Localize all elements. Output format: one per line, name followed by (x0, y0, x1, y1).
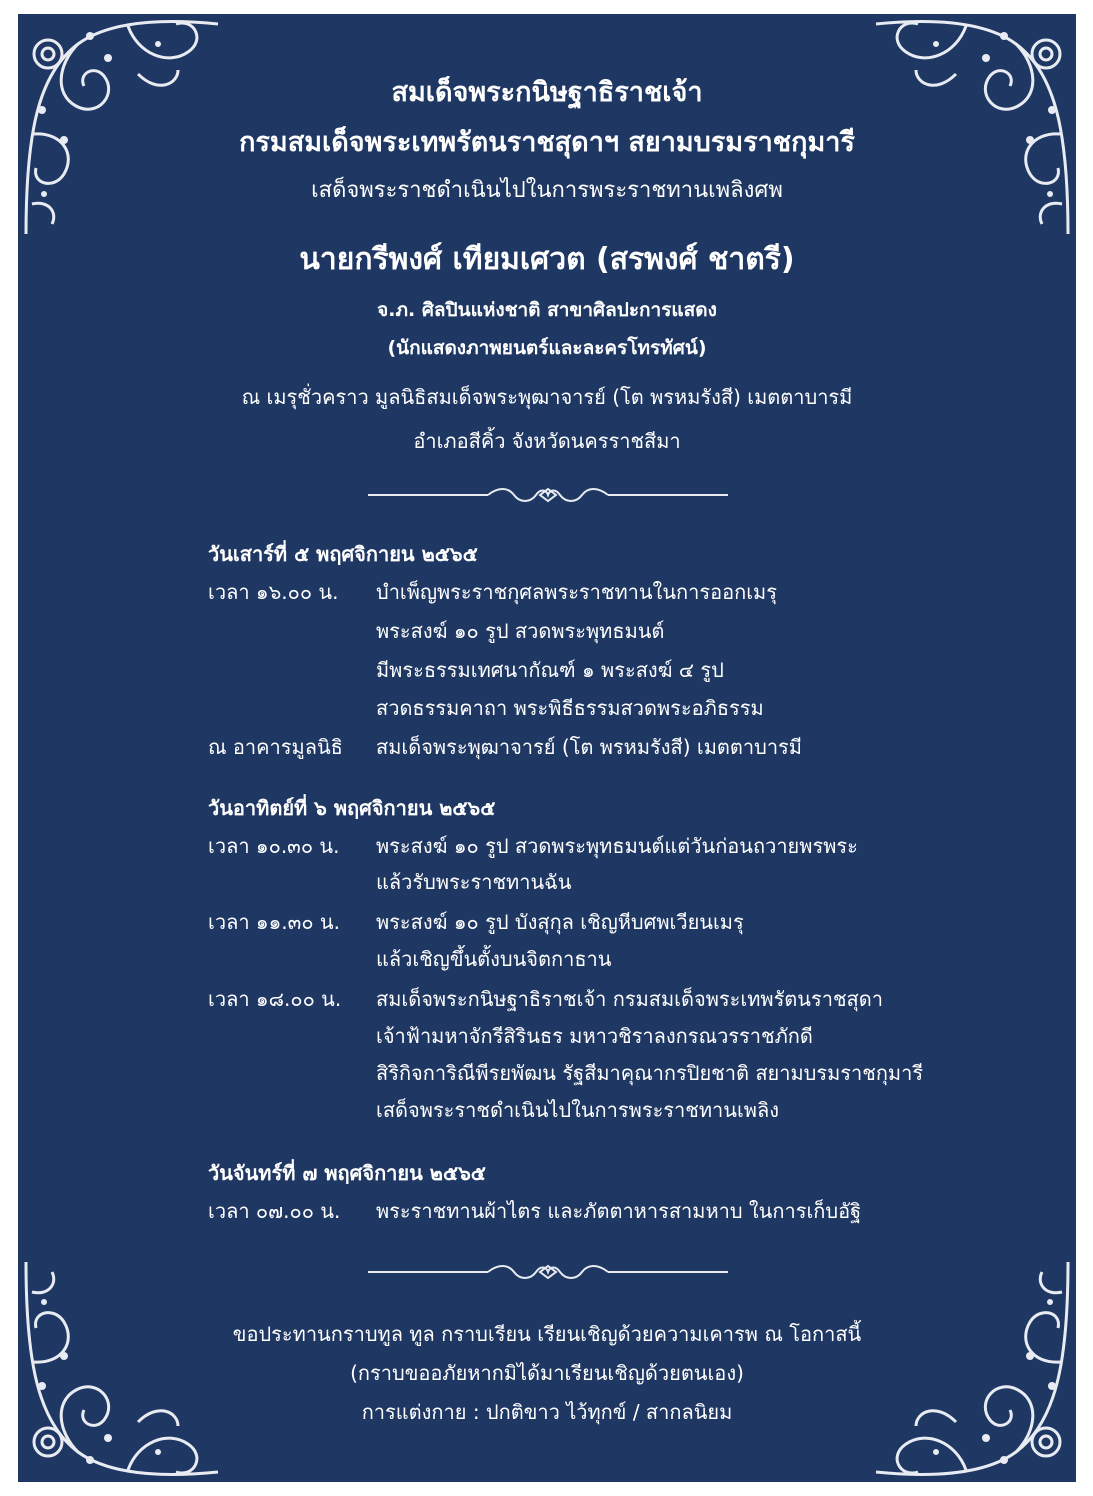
day2-time2: เวลา ๑๑.๓๐ น. (208, 910, 340, 934)
day3-time1: เวลา ๐๗.๐๐ น. (208, 1199, 341, 1223)
day2-time1: เวลา ๑๐.๓๐ น. (208, 834, 340, 858)
footer-line-1: ขอประทานกราบทูล ทูล กราบเรียน เรียนเชิญด้วยความเคารพ ณ โอกาสนี้ (232, 1322, 862, 1346)
day1-place-text: สมเด็จพระพุฒาจารย์ (โต พรหมรังสี) เมตตาบารมี (376, 735, 802, 759)
day2-date: วันอาทิตย์ที่ ๖ พฤศจิกายน ๒๕๖๕ (208, 796, 496, 820)
day1-date: วันเสาร์ที่ ๕ พฤศจิกายน ๒๕๖๕ (208, 542, 478, 566)
header-line-2: กรมสมเด็จพระเทพรัตนราชสุดาฯ สยามบรมราชกุมารี (239, 127, 855, 158)
day3-line: พระราชทานผ้าไตร และภัตตาหารสามหาบ ในการเก็บอัฐิ (376, 1199, 862, 1223)
deceased-title: จ.ภ. ศิลปินแห่งชาติ สาขาศิลปะการแสดง (377, 299, 717, 321)
location-line-1: ณ เมรุชั่วคราว มูลนิธิสมเด็จพระพุฒาจารย์ (โต พรหมรังสี) เมตตาบารมี (241, 385, 853, 409)
ornamental-divider-top (368, 485, 728, 505)
day2-line: เจ้าฟ้ามหาจักรีสิรินธร มหาวชิราลงกรณวรราชภักดี (376, 1024, 813, 1048)
day2-line: แล้วเชิญขึ้นตั้งบนจิตกาธาน (376, 947, 612, 971)
day1-line: บำเพ็ญพระราชกุศลพระราชทานในการออกเมรุ (376, 580, 777, 604)
ornamental-divider-bottom (368, 1262, 728, 1282)
day1-line: สวดธรรมคาถา พระพิธีธรรมสวดพระอภิธรรม (376, 696, 764, 720)
day2-line: เสด็จพระราชดำเนินไปในการพระราชทานเพลิง (376, 1098, 779, 1122)
day3-date: วันจันทร์ที่ ๗ พฤศจิกายน ๒๕๖๕ (208, 1161, 486, 1185)
header-line-1: สมเด็จพระกนิษฐาธิราชเจ้า (391, 77, 703, 108)
day2-line: แล้วรับพระราชทานฉัน (376, 870, 572, 894)
location-line-2: อำเภอสีคิ้ว จังหวัดนครราชสีมา (413, 429, 681, 453)
deceased-name: นายกรีพงศ์ เทียมเศวต (สรพงศ์ ชาตรี) (299, 242, 795, 277)
day2-line: สิริกิจการิณีพีรยพัฒน รัฐสีมาคุณากรปิยชาติ สยามบรมราชกุมารี (376, 1061, 924, 1085)
day1-line: พระสงฆ์ ๑๐ รูป สวดพระพุทธมนต์ (376, 619, 665, 643)
day2-line: พระสงฆ์ ๑๐ รูป สวดพระพุทธมนต์แต่วันก่อนถวายพรพระ (376, 834, 858, 858)
header-line-3: เสด็จพระราชดำเนินไปในการพระราชทานเพลิงศพ (311, 178, 783, 203)
day2-line: พระสงฆ์ ๑๐ รูป บังสุกุล เชิญหีบศพเวียนเมรุ (376, 910, 744, 934)
day2-time3: เวลา ๑๘.๐๐ น. (208, 987, 342, 1011)
invitation-card (18, 14, 1076, 1482)
deceased-subtitle: (นักแสดงภาพยนตร์และละครโทรทัศน์) (387, 337, 707, 359)
day2-line: สมเด็จพระกนิษฐาธิราชเจ้า กรมสมเด็จพระเทพรัตนราชสุดา (376, 987, 883, 1011)
dress-code: การแต่งกาย : ปกติขาว ไว้ทุกข์ / สากลนิยม (361, 1400, 733, 1424)
day1-place-label: ณ อาคารมูลนิธิ (208, 735, 343, 759)
day1-line: มีพระธรรมเทศนากัณฑ์ ๑ พระสงฆ์ ๔ รูป (376, 658, 724, 682)
day1-time1: เวลา ๑๖.๐๐ น. (208, 580, 339, 604)
footer-line-2: (กราบขออภัยหากมิได้มาเรียนเชิญด้วยตนเอง) (350, 1361, 744, 1385)
